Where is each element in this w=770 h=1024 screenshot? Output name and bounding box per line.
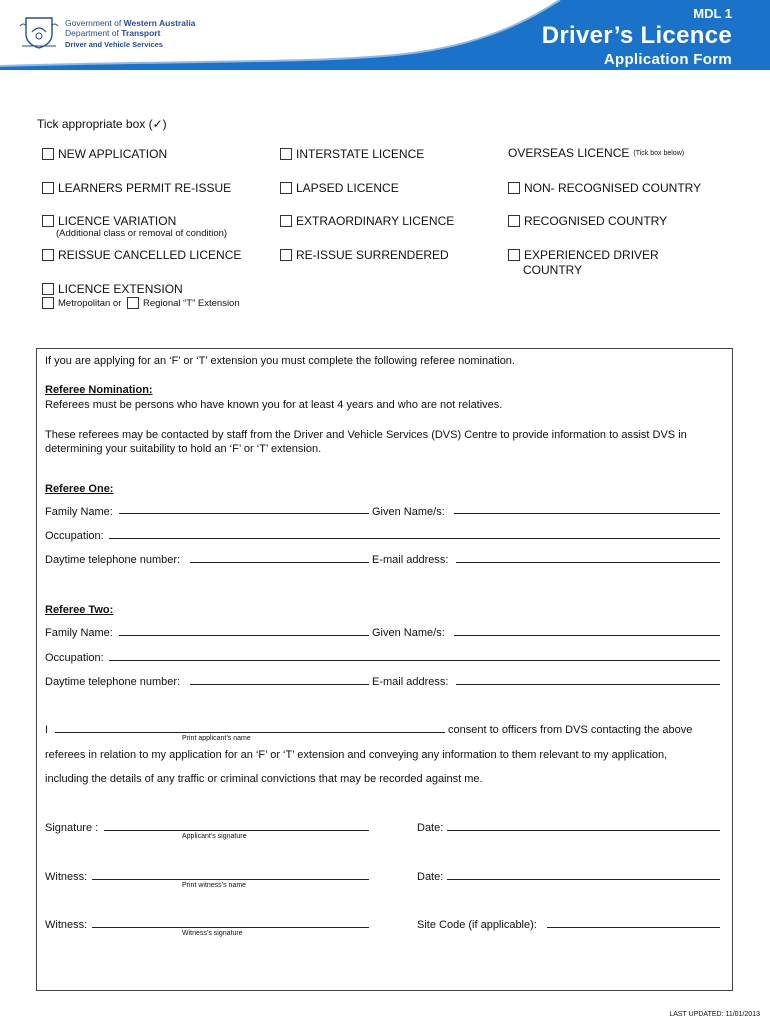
option-label: RECOGNISED COUNTRY (524, 214, 668, 228)
wa-crest-icon (18, 12, 60, 50)
checkbox[interactable] (280, 182, 292, 194)
referee-one-family-label: Family Name: (45, 506, 113, 518)
referee-two-occupation-field[interactable] (109, 660, 720, 661)
applicant-name-caption: Print applicant’s name (182, 735, 251, 742)
option-overseas-licence (508, 146, 684, 160)
applicant-signature-field[interactable] (104, 830, 369, 831)
witness-label-2: Witness: (45, 919, 88, 931)
applicant-signature-caption: Applicant’s signature (182, 833, 247, 840)
option-label: RE-ISSUE SURRENDERED (296, 248, 449, 262)
option-recognised-country[interactable] (508, 214, 667, 228)
last-updated: LAST UPDATED: 11/01/2013 (669, 1011, 760, 1018)
date-field-1[interactable] (447, 830, 720, 831)
consent-i: I (45, 724, 49, 736)
overseas-note: (Tick box below) (633, 149, 685, 157)
option-label: NON- RECOGNISED COUNTRY (524, 181, 702, 195)
checkbox[interactable] (42, 148, 54, 160)
date-label-2: Date: (417, 871, 444, 883)
referee-one-phone-field[interactable] (190, 562, 369, 563)
gov-state: Western Australia (123, 18, 196, 28)
option-extraordinary-licence[interactable] (280, 214, 454, 228)
nomination-heading: Referee Nomination: (45, 384, 153, 396)
tick-instruction: Tick appropriate box (✓) (37, 117, 167, 131)
referee-two-email-label: E-mail address: (372, 676, 449, 688)
option-label: OVERSEAS LICENCE (508, 146, 630, 160)
referee-two-heading: Referee Two: (45, 604, 114, 616)
option-label: Metropolitan or (58, 297, 122, 309)
referee-two-family-label: Family Name: (45, 627, 113, 639)
checkbox[interactable] (508, 182, 520, 194)
option-label: EXTRAORDINARY LICENCE (296, 214, 455, 228)
contact-text-line2: determining your suitability to hold an ‘F’ or ‘T’ extension. (45, 443, 322, 455)
checkbox[interactable] (42, 297, 54, 309)
referee-one-given-field[interactable] (454, 513, 720, 514)
referee-one-occupation-label: Occupation: (45, 530, 104, 542)
contact-text-line1: These referees may be contacted by staff from the Driver and Vehicle Services (DVS) Centre to provide information to assist DVS in (45, 429, 687, 441)
referee-one-occupation-field[interactable] (109, 538, 720, 539)
applicant-name-field[interactable] (55, 732, 445, 733)
referee-two-given-field[interactable] (454, 635, 720, 636)
option-learners-permit[interactable] (42, 181, 231, 195)
checkbox[interactable] (42, 215, 54, 227)
witness-signature-field[interactable] (92, 927, 369, 928)
division-name: Driver and Vehicle Services (65, 40, 163, 49)
option-interstate-licence[interactable] (280, 147, 424, 161)
option-metropolitan[interactable] (42, 297, 121, 309)
option-label: INTERSTATE LICENCE (296, 147, 425, 161)
consent-line2: referees in relation to my application for an ‘F’ or ‘T’ extension and conveying any information to them relevant to my application, (45, 749, 668, 761)
checkbox[interactable] (127, 297, 139, 309)
site-code-field[interactable] (547, 927, 720, 928)
option-new-application[interactable] (42, 147, 167, 161)
checkbox[interactable] (280, 249, 292, 261)
option-reissue-cancelled[interactable] (42, 248, 241, 262)
referee-two-occupation-label: Occupation: (45, 652, 104, 664)
option-non-recognised[interactable] (508, 181, 701, 195)
option-lapsed-licence[interactable] (280, 181, 399, 195)
variation-note: (Additional class or removal of condition) (56, 228, 228, 239)
date-field-2[interactable] (447, 879, 720, 880)
consent-line1: consent to officers from DVS contacting the above (448, 724, 693, 736)
referee-one-phone-label: Daytime telephone number: (45, 554, 181, 566)
option-reissue-surrendered[interactable] (280, 248, 449, 262)
option-label: REISSUE CANCELLED LICENCE (58, 248, 242, 262)
checkbox[interactable] (42, 283, 54, 295)
witness-name-caption: Print witness’s name (182, 882, 247, 889)
referee-two-email-field[interactable] (456, 684, 720, 685)
checkbox[interactable] (42, 182, 54, 194)
option-label: LAPSED LICENCE (296, 181, 399, 195)
referee-one-family-field[interactable] (119, 513, 369, 514)
option-label: LICENCE VARIATION (58, 214, 177, 228)
option-label: NEW APPLICATION (58, 147, 168, 161)
option-licence-variation[interactable] (42, 214, 176, 228)
referee-two-phone-field[interactable] (190, 684, 369, 685)
experienced-driver-line2: COUNTRY (523, 263, 583, 277)
witness-label-1: Witness: (45, 871, 88, 883)
nomination-text: Referees must be persons who have known you for at least 4 years and who are not relatives. (45, 399, 503, 411)
checkbox[interactable] (280, 215, 292, 227)
checkbox[interactable] (42, 249, 54, 261)
witness-signature-caption: Witness’s signature (182, 930, 243, 937)
referee-two-phone-label: Daytime telephone number: (45, 676, 181, 688)
checkbox[interactable] (508, 249, 520, 261)
referee-intro: If you are applying for an ‘F’ or ‘T’ extension you must complete the following referee nomination. (45, 355, 515, 367)
department-name: Transport (121, 28, 161, 38)
gov-prefix: Government of (65, 18, 122, 28)
option-label: LEARNERS PERMIT RE-ISSUE (58, 181, 232, 195)
date-label-1: Date: (417, 822, 444, 834)
option-label: LICENCE EXTENSION (58, 282, 183, 296)
option-licence-extension[interactable] (42, 282, 183, 296)
site-code-label: Site Code (if applicable): (417, 919, 537, 931)
checkbox[interactable] (280, 148, 292, 160)
referee-one-email-label: E-mail address: (372, 554, 449, 566)
referee-two-family-field[interactable] (119, 635, 369, 636)
department-prefix: Department of (65, 28, 119, 38)
form-subtitle: Application Form (603, 51, 732, 68)
witness-name-field[interactable] (92, 879, 369, 880)
referee-one-given-label: Given Name/s: (372, 506, 445, 518)
option-regional[interactable] (127, 297, 240, 309)
referee-one-email-field[interactable] (456, 562, 720, 563)
consent-line3: including the details of any traffic or criminal convictions that may be recorded against me. (45, 773, 483, 785)
form-title: Driver’s Licence (541, 22, 732, 49)
option-label: Regional “T” Extension (143, 297, 240, 309)
government-name (65, 18, 195, 38)
option-experienced-driver[interactable] (508, 248, 659, 262)
signature-label: Signature : (45, 822, 99, 834)
form-code: MDL 1 (693, 6, 732, 21)
checkbox[interactable] (508, 215, 520, 227)
referee-one-heading: Referee One: (45, 483, 114, 495)
option-label: EXPERIENCED DRIVER (524, 248, 659, 262)
referee-two-given-label: Given Name/s: (372, 627, 445, 639)
